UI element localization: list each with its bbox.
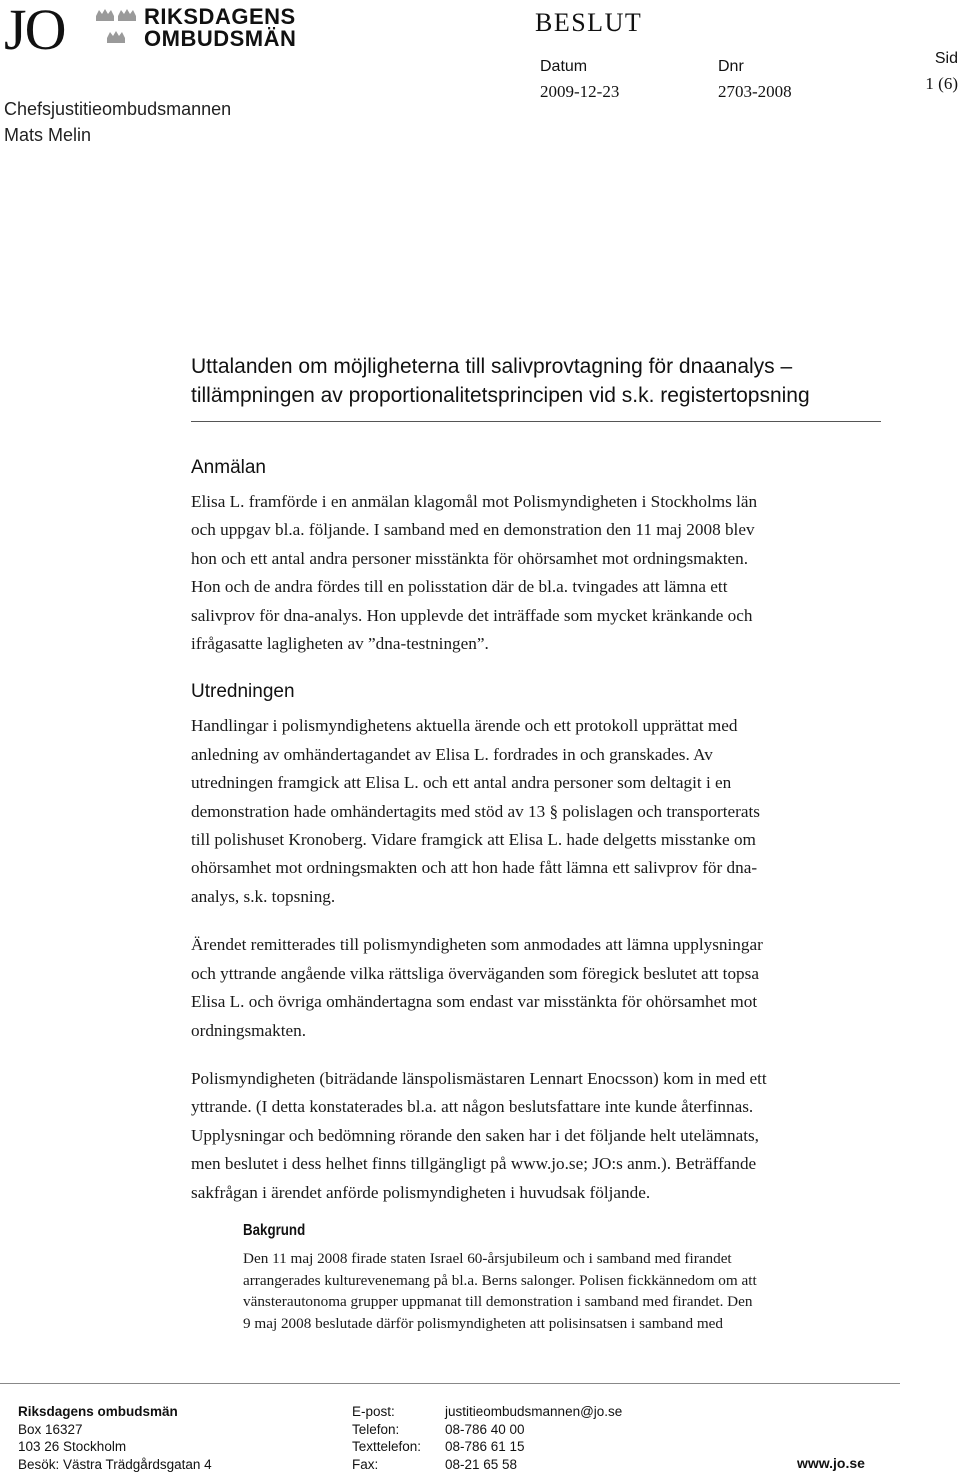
text-line: ifrågasatte lagligheten av ”dna-testningen”. bbox=[191, 634, 489, 654]
text-line: anledning av omhändertagandet av Elisa L. fordrades in och granskades. Av bbox=[191, 744, 713, 764]
footer-phone-row bbox=[352, 1421, 622, 1439]
logo-org-line1: RIKSDAGENS bbox=[144, 4, 296, 29]
document-title bbox=[191, 352, 881, 410]
footer-postal: 103 26 Stockholm bbox=[18, 1439, 127, 1454]
dnr-label: Dnr bbox=[718, 58, 744, 75]
sender-block bbox=[4, 96, 231, 148]
datum-label: Datum bbox=[540, 58, 588, 75]
text-line: 9 maj 2008 beslutade därför polismyndigheten att polisinsatsen i samband med bbox=[243, 1314, 724, 1332]
email-link[interactable]: justitieombudsmannen@jo.se bbox=[445, 1404, 623, 1419]
footer-fax-row bbox=[352, 1456, 622, 1474]
text-line: vänsterautonoma grupper uppmanat till demonstration i samband med firandet. Den bbox=[243, 1293, 753, 1311]
logo-org-line2: OMBUDSMÄN bbox=[144, 26, 297, 51]
fax-label: Fax: bbox=[352, 1456, 379, 1472]
footer-visit: Besök: Västra Trädgårdsgatan 4 bbox=[18, 1456, 212, 1472]
footer-box: Box 16327 bbox=[18, 1421, 83, 1437]
anmalan-paragraph bbox=[191, 488, 891, 658]
phone-label: Telefon: bbox=[352, 1421, 400, 1437]
text-line: utredningen framgick att Elisa L. och ett antal andra personer som deltagit i en bbox=[191, 773, 732, 793]
dnr-value: 2703-2008 bbox=[718, 82, 792, 101]
text-line: ordningsmakten. bbox=[191, 1020, 307, 1040]
quoted-statement bbox=[243, 1218, 893, 1334]
text-line: Elisa L. framförde i en anmälan klagomål mot Polismyndigheten i Stockholms län bbox=[191, 492, 758, 511]
document-body bbox=[191, 454, 891, 1207]
datum-value: 2009-12-23 bbox=[540, 82, 620, 101]
website-link[interactable]: www.jo.se bbox=[797, 1455, 865, 1471]
logo-initials: JO bbox=[4, 0, 65, 62]
logo-org-name bbox=[144, 6, 296, 50]
email-label: E-post: bbox=[352, 1404, 395, 1419]
text-line: Elisa L. och övriga omhändertagna som endast var misstänkta för ohörsamhet mot bbox=[191, 992, 758, 1012]
fax-value: 08-21 65 58 bbox=[445, 1456, 518, 1472]
text-line: och yttrande angående vilka rättsliga överväganden som föregick beslutet att topsa bbox=[191, 963, 759, 983]
text-line: Upplysningar och bedömning rörande den saken har i det följande helt utelämnats, bbox=[191, 1125, 759, 1145]
footer-address bbox=[18, 1403, 212, 1473]
sender-name: Mats Melin bbox=[4, 125, 92, 145]
text-line: hon och ett antal andra personer misstänkta för ohörsamhet mot ordningsmakten. bbox=[191, 548, 749, 568]
text-line: ohörsamhet mot ordningsmakten och att hon hade fått lämna ett salivprov för dna- bbox=[191, 858, 758, 878]
text-line: yttrande. (I detta konstaterades bl.a. att någon beslutsfattare inte kunde återfinnas. bbox=[191, 1097, 754, 1117]
text-line: analys, s.k. topsning. bbox=[191, 886, 336, 906]
phone-value: 08-786 40 00 bbox=[445, 1421, 525, 1437]
section-heading-utredningen: Utredningen bbox=[191, 681, 295, 703]
utredningen-paragraph-2 bbox=[191, 931, 891, 1045]
text-line: salivprov för dna-analys. Hon upplevde det inträffade som mycket kränkande och bbox=[191, 605, 753, 625]
jo-logo bbox=[4, 0, 304, 64]
footer-email-row bbox=[352, 1403, 622, 1421]
text-line: arrangerades kulturevenemang på bl.a. Berns salonger. Polisen fickkännedom om att bbox=[243, 1271, 757, 1289]
bakgrund-paragraph bbox=[243, 1248, 893, 1334]
section-heading-anmalan: Anmälan bbox=[191, 457, 266, 478]
text-line: Hon och de andra fördes till en polisstation där de bl.a. tvingades att lämna ett bbox=[191, 577, 728, 597]
text-line: till polishuset Kronoberg. Vidare framgick att Elisa L. hade delgetts misstanke om bbox=[191, 830, 756, 850]
document-type: BESLUT bbox=[535, 8, 643, 37]
footer-org-name: Riksdagens ombudsmän bbox=[18, 1404, 178, 1419]
utredningen-paragraph-1 bbox=[191, 712, 891, 911]
section-heading-bakgrund: Bakgrund bbox=[243, 1222, 306, 1239]
three-crowns-icon bbox=[94, 8, 138, 58]
title-line: Uttalanden om möjligheterna till salivprovtagning för dnaanalys – bbox=[191, 355, 793, 378]
utredningen-paragraph-3 bbox=[191, 1065, 891, 1207]
textphone-value: 08-786 61 15 bbox=[445, 1439, 525, 1454]
sid-label: Sid bbox=[934, 50, 958, 67]
text-line: sakfrågan i ärendet anförde polismyndigheten i huvudsak följande. bbox=[191, 1182, 651, 1202]
text-line: Handlingar i polismyndighetens aktuella ärende och ett protokoll upprättat med bbox=[191, 716, 738, 736]
text-line: Den 11 maj 2008 firade staten Israel 60-årsjubileum och i samband med firandet bbox=[243, 1250, 732, 1267]
textphone-label: Texttelefon: bbox=[352, 1439, 422, 1454]
text-line: men beslutet i dess helhet finns tillgängligt på www.jo.se; JO:s anm.). Beträffande bbox=[191, 1154, 757, 1174]
title-divider bbox=[191, 421, 881, 422]
footer-contact bbox=[352, 1403, 622, 1473]
text-line: Polismyndigheten (biträdande länspolismästaren Lennart Enocsson) kom in med ett bbox=[191, 1068, 767, 1088]
footer-textphone-row bbox=[352, 1438, 622, 1456]
sid-value: 1 (6) bbox=[925, 74, 958, 93]
footer-divider bbox=[0, 1383, 900, 1384]
text-line: demonstration hade omhändertagits med stöd av 13 § polislagen och transporterats bbox=[191, 801, 760, 821]
title-line: tillämpningen av proportionalitetsprincipen vid s.k. registertopsning bbox=[191, 384, 810, 407]
text-line: Ärendet remitterades till polismyndigheten som anmodades att lämna upplysningar bbox=[191, 935, 763, 955]
text-line: och uppgav bl.a. följande. I samband med en demonstration den 11 maj 2008 blev bbox=[191, 520, 755, 540]
sender-title: Chefsjustitieombudsmannen bbox=[4, 99, 232, 119]
